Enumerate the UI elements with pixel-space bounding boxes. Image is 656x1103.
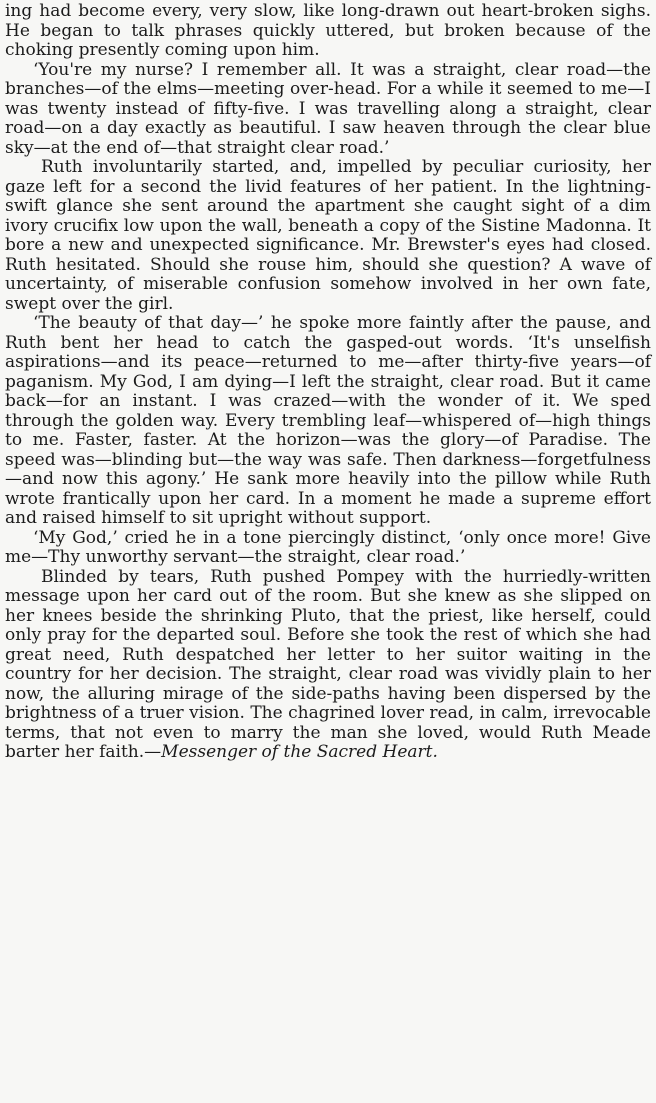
paragraph-once-more: ‘My God,’ cried he in a tone piercingly distinct, ‘only once more! Give me—Thy unworthy servant—the straight, clear road.’ — [5, 527, 651, 567]
source-attribution: —Messenger of the Sacred Heart. — [144, 742, 438, 762]
paragraph-closing-text: Blinded by tears, Ruth pushed Pompey with the hurriedly-written message upon her card out of the room. But she knew as she slipped on her knees beside the shrinking Pluto, that the priest, like herself, could only pray for the departed soul. Before she took the rest of which she had great need, Ruth despatched her letter to her suitor waiting in the country for her decision. The straight, clear road was vividly plain to her now, the alluring mirage of the side-paths having been dispersed by the brightness of a truer vision. The chagrined lover read, in calm, irrevocable terms, that not even to marry the man she loved, would Ruth Meade barter her faith. — [5, 566, 651, 762]
paragraph-dialogue-road: ‘You're my nurse? I remember all. It was a straight, clear road—the branches—of the elms—meeting over-head. For a while it seemed to me—I was twenty instead of fifty-five. I was travelling along a straight, clear road—on a day exactly as beautiful. I saw heaven through the clear blue sky—at the end of—that straight clear road.’ — [5, 59, 651, 158]
paragraph-crucifix: Ruth involuntarily started, and, impelled by peculiar curiosity, her gaze left for a second the livid features of her patient. In the lightning-swift glance she sent around the apartment she caught sight of a dim ivory crucifix low upon the wall, beneath a copy of the Sistine Madonna. It bore a new and unexpected significance. Mr. Brewster's eyes had closed. Ruth hesitated. Should she rouse him, should she question? A wave of uncertainty, of miserable confusion somehow involved in her own fate, swept over the girl. — [5, 157, 651, 314]
paragraph-continued: ing had become every, very slow, like long-drawn out heart-broken sighs. He began to talk phrases quickly uttered, but broken because of the choking presently coming upon him. — [5, 1, 651, 60]
paragraph-closing — [5, 568, 651, 763]
article-column — [5, 2, 651, 763]
paragraph-beauty-of-day: ‘The beauty of that day—’ he spoke more faintly after the pause, and Ruth bent her head to catch the gasped-out words. ‘It's unselfish aspirations—and its peace—returned to me—after thirty-five years—of paganism. My God, I am dying—I left the straight, clear road. But it came back—for an instant. I was crazed—with the wonder of it. We sped through the golden way. Every trembling leaf—whispered of—high things to me. Faster, faster. At the horizon—was the glory—of Paradise. The speed was—blinding but—the way was safe. Then darkness—forgetfulness—and now this agony.’ He sank more heavily into the pillow while Ruth wrote frantically upon her card. In a moment he made a supreme effort and raised himself to sit upright without support. — [5, 313, 651, 528]
